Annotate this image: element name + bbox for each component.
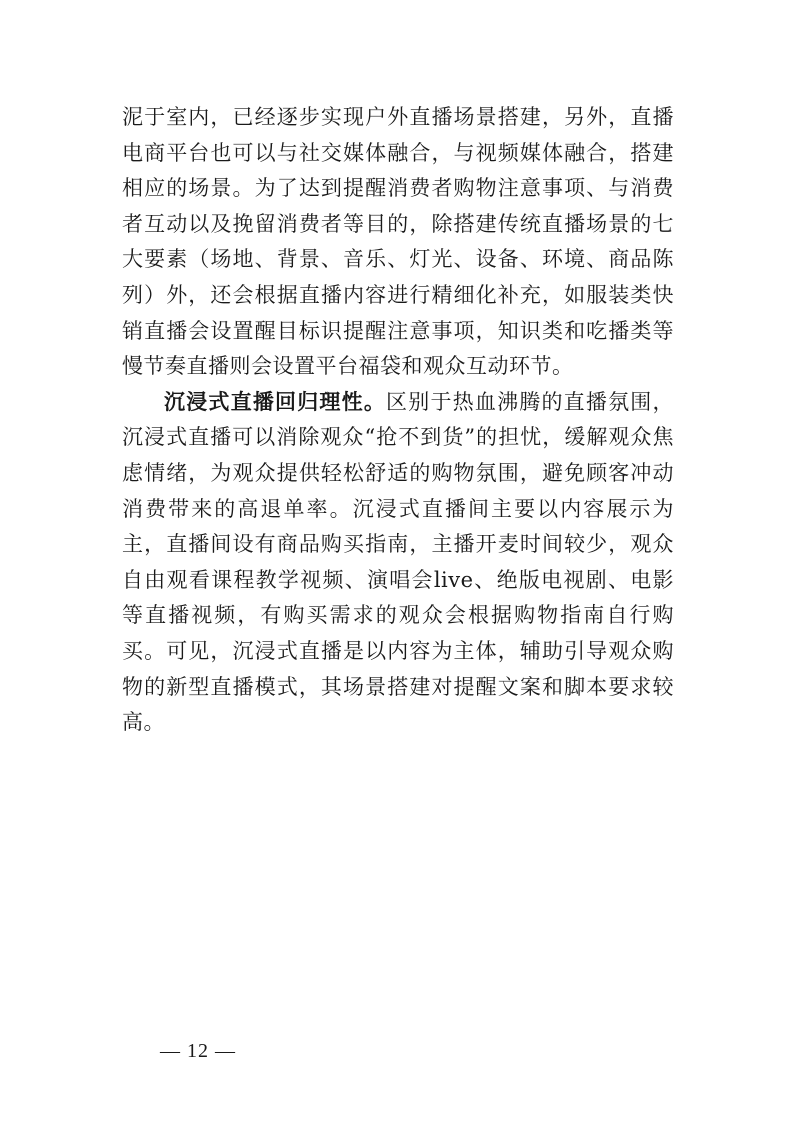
- body-text: [122, 100, 674, 741]
- paragraph-2: [122, 385, 674, 741]
- paragraph-2-body: 区别于热血沸腾的直播氛围，沉浸式直播可以消除观众“抢不到货”的担忧，缓解观众焦虑情绪，为观众提供轻松舒适的购物氛围，避免顾客冲动消费带来的高退单率。沉浸式直播间主要以内容展示为主，直播间设有商品购买指南，主播开麦时间较少，观众自由观看课程教学视频、演唱会live、绝版电视剧、电影等直播视频，有购买需求的观众会根据购物指南自行购买。可见，沉浸式直播是以内容为主体，辅助引导观众购物的新型直播模式，其场景搭建对提醒文案和脚本要求较高。: [122, 389, 675, 735]
- paragraph-2-heading: 沉浸式直播回归理性。: [164, 389, 387, 414]
- page-number: — 12 —: [160, 1040, 236, 1062]
- paragraph-1: 泥于室内，已经逐步实现户外直播场景搭建，另外，直播电商平台也可以与社交媒体融合，与视频媒体融合，搭建相应的场景。为了达到提醒消费者购物注意事项、与消费者互动以及挽留消费者等目的，除搭建传统直播场景的七大要素（场地、背景、音乐、灯光、设备、环境、商品陈列）外，还会根据直播内容进行精细化补充，如服装类快销直播会设置醒目标识提醒注意事项，知识类和吃播类等慢节奏直播则会设置平台福袋和观众互动环节。: [122, 105, 674, 379]
